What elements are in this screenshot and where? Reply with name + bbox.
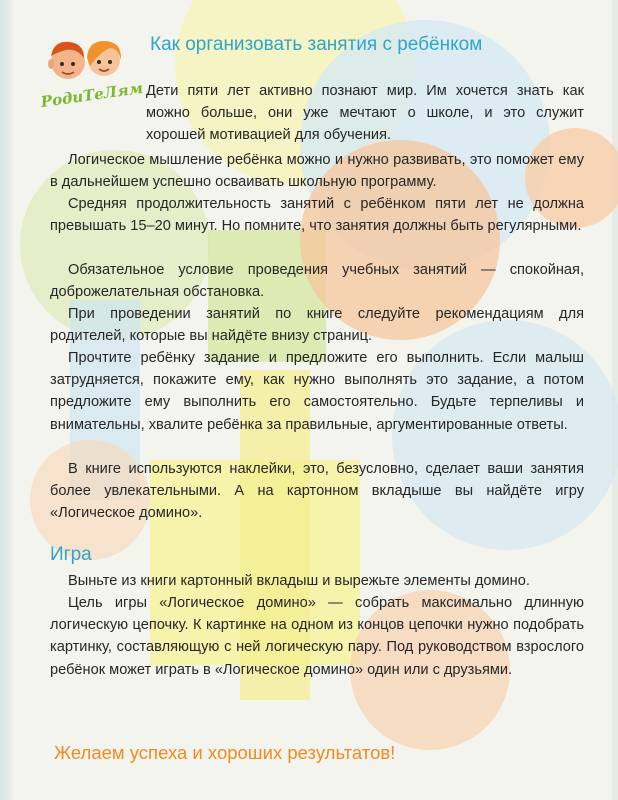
paragraph-instructions: Прочтите ребёнку задание и предложите его выполнить. Если малыш затрудняется, покажите ему, как нужно выполнять это задание, а потом предложите ему выполнить его самостоятельно. Будьте терпеливы и внимательны, хвалите ребёнка за правильные, аргументированные ответы. — [50, 350, 584, 433]
game-paragraph-cut: Выньте из книги картонный вкладыш и вырежьте элементы домино. — [68, 573, 530, 589]
game-heading: Игра — [50, 544, 92, 565]
game-paragraph-rules: Цель игры «Логическое домино» — собрать максимально длинную логическую цепочку. К картинке на одном из концов цепочки нужно подобрать картинку, составляющую с ней логическую пару. Под руководством взрослого ребёнок может играть в «Логическое домино» один или с друзьями. — [50, 595, 584, 678]
paragraph-recommendations: При проведении занятий по книге следуйте рекомендациям для родителей, которые вы найдёте внизу страниц. — [50, 306, 584, 345]
closing-wish: Желаем успеха и хороших результатов! — [54, 742, 396, 763]
logo-label: РодиТеЛям — [39, 78, 145, 112]
paragraph-atmosphere: Обязательное условие проведения учебных занятий — спокойная, доброжелательная обстановка. — [50, 262, 584, 301]
paragraph-duration: Средняя продолжительность занятий с ребёнком пяти лет не должна превышать 15–20 минут. Но помните, что занятия должны быть регулярными. — [50, 196, 584, 235]
page-title: Как организовать занятия с ребёнком — [150, 34, 483, 55]
paragraph-stickers: В книге используются наклейки, это, безусловно, сделает ваши занятия более увлекательными. А на картонном вкладыше вы найдёте игру «Логическое домино». — [50, 461, 584, 522]
intro-paragraph: Дети пяти лет активно познают мир. Им хочется знать как можно больше, они уже мечтают о школе, и это служит хорошей мотивацией для обучения. — [146, 83, 584, 144]
paragraph-logic: Логическое мышление ребёнка можно и нужно развивать, это поможет ему в дальнейшем успешно осваивать школьную программу. — [50, 152, 584, 191]
